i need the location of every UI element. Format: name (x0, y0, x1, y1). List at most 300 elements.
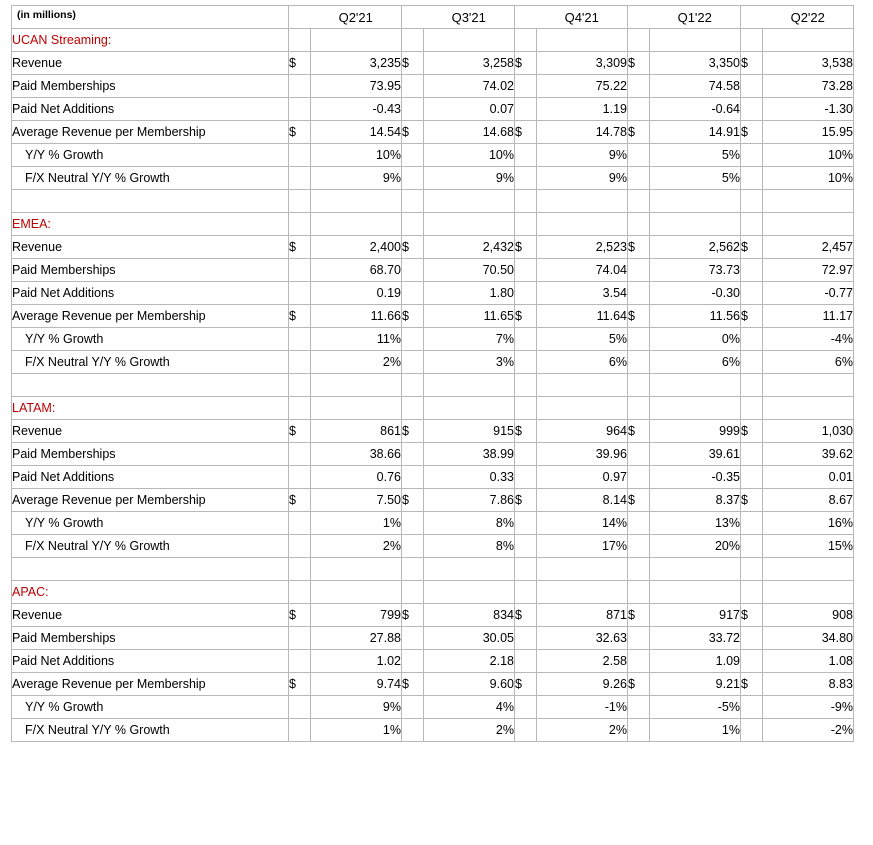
value-cell: 3% (424, 351, 515, 374)
value-cell: 1.80 (424, 282, 515, 305)
table-row (12, 305, 854, 328)
value-cell: 70.50 (424, 259, 515, 282)
value-cell: 39.61 (650, 443, 741, 466)
empty-cell (311, 374, 402, 397)
value-cell: 11.66 (311, 305, 402, 328)
empty-cell (741, 351, 763, 374)
empty-cell (741, 167, 763, 190)
section-title: EMEA: (12, 213, 289, 236)
empty-cell (515, 581, 537, 604)
empty-cell (628, 75, 650, 98)
empty-cell (424, 558, 515, 581)
table-header (12, 6, 854, 29)
currency-symbol-cell: $ (515, 420, 537, 443)
value-cell: 0.19 (311, 282, 402, 305)
currency-symbol-cell: $ (402, 121, 424, 144)
currency-symbol-cell: $ (741, 420, 763, 443)
empty-cell (741, 466, 763, 489)
empty-cell (515, 328, 537, 351)
currency-symbol-cell: $ (402, 673, 424, 696)
currency-symbol-cell: $ (289, 420, 311, 443)
empty-cell (402, 374, 424, 397)
value-cell: 14.78 (537, 121, 628, 144)
empty-cell (515, 351, 537, 374)
currency-symbol-cell: $ (289, 673, 311, 696)
currency-symbol-cell: $ (289, 52, 311, 75)
value-cell: 6% (763, 351, 854, 374)
value-cell: 1.08 (763, 650, 854, 673)
empty-cell (628, 443, 650, 466)
value-cell: 5% (650, 167, 741, 190)
empty-cell (311, 397, 402, 420)
row-label: F/X Neutral Y/Y % Growth (12, 719, 289, 742)
table-row (12, 535, 854, 558)
value-cell: 2,562 (650, 236, 741, 259)
value-cell: 5% (537, 328, 628, 351)
empty-cell (515, 213, 537, 236)
value-cell: 9% (311, 167, 402, 190)
empty-cell (289, 696, 311, 719)
value-cell: 3,258 (424, 52, 515, 75)
section-header-row (12, 581, 854, 604)
empty-cell (628, 466, 650, 489)
value-cell: 2,400 (311, 236, 402, 259)
value-cell: -4% (763, 328, 854, 351)
value-cell: 908 (763, 604, 854, 627)
row-label: Revenue (12, 420, 289, 443)
column-header-spacer-2 (402, 6, 424, 29)
value-cell: 2.58 (537, 650, 628, 673)
table-row (12, 351, 854, 374)
currency-symbol-cell: $ (402, 305, 424, 328)
empty-cell (628, 719, 650, 742)
empty-cell (402, 144, 424, 167)
value-cell: 32.63 (537, 627, 628, 650)
section-title: UCAN Streaming: (12, 29, 289, 52)
value-cell: 34.80 (763, 627, 854, 650)
value-cell: 0% (650, 328, 741, 351)
row-label: Paid Memberships (12, 443, 289, 466)
empty-cell (628, 167, 650, 190)
empty-cell (402, 558, 424, 581)
currency-symbol-cell: $ (628, 236, 650, 259)
column-header-spacer-4 (628, 6, 650, 29)
value-cell: 3,235 (311, 52, 402, 75)
empty-cell (741, 190, 763, 213)
row-label: Paid Memberships (12, 259, 289, 282)
value-cell: 10% (311, 144, 402, 167)
empty-cell (311, 190, 402, 213)
value-cell: 9.60 (424, 673, 515, 696)
empty-cell (515, 558, 537, 581)
currency-symbol-cell: $ (515, 604, 537, 627)
value-cell: 68.70 (311, 259, 402, 282)
empty-cell (311, 558, 402, 581)
currency-symbol-cell: $ (289, 236, 311, 259)
empty-cell (741, 397, 763, 420)
currency-symbol-cell: $ (515, 673, 537, 696)
currency-symbol-cell: $ (402, 420, 424, 443)
currency-symbol-cell: $ (515, 52, 537, 75)
table-row (12, 144, 854, 167)
empty-cell (628, 259, 650, 282)
header-row (12, 6, 854, 29)
currency-symbol-cell: $ (515, 121, 537, 144)
value-cell: 7.86 (424, 489, 515, 512)
value-cell: 917 (650, 604, 741, 627)
section-header-row (12, 29, 854, 52)
value-cell: 11.56 (650, 305, 741, 328)
column-header-q321: Q3'21 (424, 6, 515, 29)
empty-cell (289, 581, 311, 604)
value-cell: 1% (650, 719, 741, 742)
empty-cell (402, 98, 424, 121)
section-title: LATAM: (12, 397, 289, 420)
value-cell: 1.19 (537, 98, 628, 121)
currency-symbol-cell: $ (628, 604, 650, 627)
empty-cell (311, 29, 402, 52)
empty-cell (515, 650, 537, 673)
value-cell: 999 (650, 420, 741, 443)
value-cell: 15% (763, 535, 854, 558)
empty-cell (515, 512, 537, 535)
table-row (12, 604, 854, 627)
empty-cell (289, 719, 311, 742)
empty-cell (628, 29, 650, 52)
currency-symbol-cell: $ (628, 420, 650, 443)
empty-cell (289, 29, 311, 52)
value-cell: 74.58 (650, 75, 741, 98)
value-cell: 1% (311, 719, 402, 742)
value-cell: 13% (650, 512, 741, 535)
empty-cell (402, 75, 424, 98)
empty-cell (515, 443, 537, 466)
row-label: Paid Memberships (12, 75, 289, 98)
empty-cell (289, 535, 311, 558)
empty-cell (741, 98, 763, 121)
row-label: F/X Neutral Y/Y % Growth (12, 351, 289, 374)
value-cell: 39.62 (763, 443, 854, 466)
value-cell: 2,523 (537, 236, 628, 259)
value-cell: 16% (763, 512, 854, 535)
value-cell: -0.35 (650, 466, 741, 489)
empty-cell (741, 282, 763, 305)
value-cell: 14% (537, 512, 628, 535)
table-row (12, 512, 854, 535)
spacer-row (12, 190, 854, 213)
empty-cell (402, 29, 424, 52)
value-cell: -1% (537, 696, 628, 719)
value-cell: 0.76 (311, 466, 402, 489)
value-cell: -0.43 (311, 98, 402, 121)
empty-cell (628, 98, 650, 121)
column-header-spacer-5 (741, 6, 763, 29)
currency-symbol-cell: $ (628, 673, 650, 696)
value-cell: 10% (763, 167, 854, 190)
value-cell: 14.68 (424, 121, 515, 144)
column-header-q221: Q2'21 (311, 6, 402, 29)
value-cell: 11.64 (537, 305, 628, 328)
value-cell: 30.05 (424, 627, 515, 650)
row-label: Paid Net Additions (12, 466, 289, 489)
row-label: F/X Neutral Y/Y % Growth (12, 535, 289, 558)
empty-cell (650, 29, 741, 52)
empty-cell (289, 259, 311, 282)
empty-cell (289, 443, 311, 466)
empty-cell (650, 374, 741, 397)
empty-cell (628, 213, 650, 236)
empty-cell (402, 719, 424, 742)
value-cell: 1.09 (650, 650, 741, 673)
currency-symbol-cell: $ (402, 604, 424, 627)
value-cell: 799 (311, 604, 402, 627)
empty-cell (289, 282, 311, 305)
empty-cell (289, 466, 311, 489)
empty-cell (741, 259, 763, 282)
empty-cell (12, 558, 289, 581)
currency-symbol-cell: $ (289, 305, 311, 328)
value-cell: 27.88 (311, 627, 402, 650)
currency-symbol-cell: $ (741, 673, 763, 696)
empty-cell (289, 167, 311, 190)
empty-cell (537, 397, 628, 420)
spreadsheet-sheet (0, 5, 873, 845)
section-header-row (12, 397, 854, 420)
currency-symbol-cell: $ (628, 489, 650, 512)
empty-cell (763, 29, 854, 52)
empty-cell (515, 190, 537, 213)
empty-cell (515, 167, 537, 190)
empty-cell (402, 328, 424, 351)
empty-cell (515, 29, 537, 52)
value-cell: 2% (424, 719, 515, 742)
value-cell: 73.28 (763, 75, 854, 98)
value-cell: 10% (763, 144, 854, 167)
currency-symbol-cell: $ (741, 604, 763, 627)
empty-cell (537, 581, 628, 604)
empty-cell (763, 558, 854, 581)
row-label: Paid Net Additions (12, 98, 289, 121)
empty-cell (424, 374, 515, 397)
value-cell: -9% (763, 696, 854, 719)
empty-cell (289, 374, 311, 397)
value-cell: 72.97 (763, 259, 854, 282)
currency-symbol-cell: $ (515, 236, 537, 259)
value-cell: 15.95 (763, 121, 854, 144)
empty-cell (402, 351, 424, 374)
empty-cell (515, 282, 537, 305)
value-cell: 10% (424, 144, 515, 167)
empty-cell (537, 374, 628, 397)
value-cell: 8% (424, 535, 515, 558)
value-cell: 74.02 (424, 75, 515, 98)
empty-cell (515, 466, 537, 489)
table-row (12, 167, 854, 190)
empty-cell (515, 98, 537, 121)
currency-symbol-cell: $ (289, 489, 311, 512)
value-cell: 39.96 (537, 443, 628, 466)
value-cell: 0.33 (424, 466, 515, 489)
currency-symbol-cell: $ (628, 52, 650, 75)
empty-cell (289, 397, 311, 420)
empty-cell (628, 627, 650, 650)
empty-cell (741, 374, 763, 397)
empty-cell (402, 650, 424, 673)
empty-cell (12, 374, 289, 397)
empty-cell (289, 351, 311, 374)
empty-cell (402, 627, 424, 650)
empty-cell (515, 75, 537, 98)
value-cell: 17% (537, 535, 628, 558)
row-label: Average Revenue per Membership (12, 305, 289, 328)
empty-cell (402, 213, 424, 236)
empty-cell (289, 190, 311, 213)
currency-symbol-cell: $ (741, 305, 763, 328)
empty-cell (515, 259, 537, 282)
value-cell: 74.04 (537, 259, 628, 282)
section-header-row (12, 213, 854, 236)
empty-cell (515, 535, 537, 558)
empty-cell (741, 443, 763, 466)
empty-cell (424, 397, 515, 420)
value-cell: 1% (311, 512, 402, 535)
table-row (12, 259, 854, 282)
empty-cell (628, 512, 650, 535)
currency-symbol-cell: $ (741, 489, 763, 512)
value-cell: 2% (311, 351, 402, 374)
table-row (12, 719, 854, 742)
currency-symbol-cell: $ (289, 121, 311, 144)
empty-cell (402, 167, 424, 190)
value-cell: 6% (537, 351, 628, 374)
value-cell: 964 (537, 420, 628, 443)
empty-cell (741, 75, 763, 98)
value-cell: 2,432 (424, 236, 515, 259)
value-cell: 9% (537, 144, 628, 167)
empty-cell (289, 328, 311, 351)
table-row (12, 650, 854, 673)
value-cell: -2% (763, 719, 854, 742)
table-row (12, 52, 854, 75)
value-cell: 915 (424, 420, 515, 443)
empty-cell (402, 535, 424, 558)
empty-cell (311, 581, 402, 604)
table-row (12, 443, 854, 466)
column-header-q222: Q2'22 (763, 6, 854, 29)
value-cell: 3,309 (537, 52, 628, 75)
empty-cell (402, 443, 424, 466)
value-cell: 14.54 (311, 121, 402, 144)
empty-cell (741, 535, 763, 558)
empty-cell (763, 190, 854, 213)
empty-cell (628, 535, 650, 558)
value-cell: 75.22 (537, 75, 628, 98)
value-cell: 8.37 (650, 489, 741, 512)
row-label: Y/Y % Growth (12, 328, 289, 351)
value-cell: 7.50 (311, 489, 402, 512)
currency-symbol-cell: $ (628, 305, 650, 328)
value-cell: -0.30 (650, 282, 741, 305)
value-cell: 9% (537, 167, 628, 190)
value-cell: 4% (424, 696, 515, 719)
currency-symbol-cell: $ (741, 52, 763, 75)
value-cell: 20% (650, 535, 741, 558)
regional-financials-table (11, 5, 854, 742)
column-header-q421: Q4'21 (537, 6, 628, 29)
empty-cell (650, 190, 741, 213)
empty-cell (289, 144, 311, 167)
empty-cell (289, 98, 311, 121)
currency-symbol-cell: $ (515, 305, 537, 328)
empty-cell (628, 650, 650, 673)
value-cell: 1,030 (763, 420, 854, 443)
column-header-spacer-3 (515, 6, 537, 29)
currency-symbol-cell: $ (741, 121, 763, 144)
value-cell: 1.02 (311, 650, 402, 673)
table-row (12, 673, 854, 696)
empty-cell (537, 190, 628, 213)
empty-cell (424, 581, 515, 604)
empty-cell (402, 190, 424, 213)
table-row (12, 75, 854, 98)
empty-cell (424, 190, 515, 213)
currency-symbol-cell: $ (741, 236, 763, 259)
value-cell: 5% (650, 144, 741, 167)
empty-cell (289, 512, 311, 535)
row-label: Paid Net Additions (12, 650, 289, 673)
empty-cell (741, 213, 763, 236)
empty-cell (741, 144, 763, 167)
value-cell: 871 (537, 604, 628, 627)
value-cell: 11.17 (763, 305, 854, 328)
value-cell: 834 (424, 604, 515, 627)
value-cell: 8.14 (537, 489, 628, 512)
value-cell: 861 (311, 420, 402, 443)
empty-cell (741, 328, 763, 351)
empty-cell (289, 213, 311, 236)
empty-cell (402, 466, 424, 489)
section-title: APAC: (12, 581, 289, 604)
value-cell: 0.97 (537, 466, 628, 489)
empty-cell (741, 719, 763, 742)
value-cell: 3,538 (763, 52, 854, 75)
value-cell: 73.73 (650, 259, 741, 282)
empty-cell (515, 144, 537, 167)
table-row (12, 98, 854, 121)
row-label: Paid Memberships (12, 627, 289, 650)
empty-cell (650, 581, 741, 604)
value-cell: 8.67 (763, 489, 854, 512)
empty-cell (628, 374, 650, 397)
value-cell: 3,350 (650, 52, 741, 75)
table-row (12, 282, 854, 305)
empty-cell (628, 144, 650, 167)
value-cell: 9% (311, 696, 402, 719)
value-cell: 9% (424, 167, 515, 190)
value-cell: 7% (424, 328, 515, 351)
value-cell: -5% (650, 696, 741, 719)
empty-cell (515, 374, 537, 397)
empty-cell (650, 397, 741, 420)
table-row (12, 627, 854, 650)
empty-cell (515, 627, 537, 650)
empty-cell (537, 213, 628, 236)
empty-cell (424, 29, 515, 52)
value-cell: 33.72 (650, 627, 741, 650)
empty-cell (628, 581, 650, 604)
empty-cell (741, 29, 763, 52)
empty-cell (628, 397, 650, 420)
